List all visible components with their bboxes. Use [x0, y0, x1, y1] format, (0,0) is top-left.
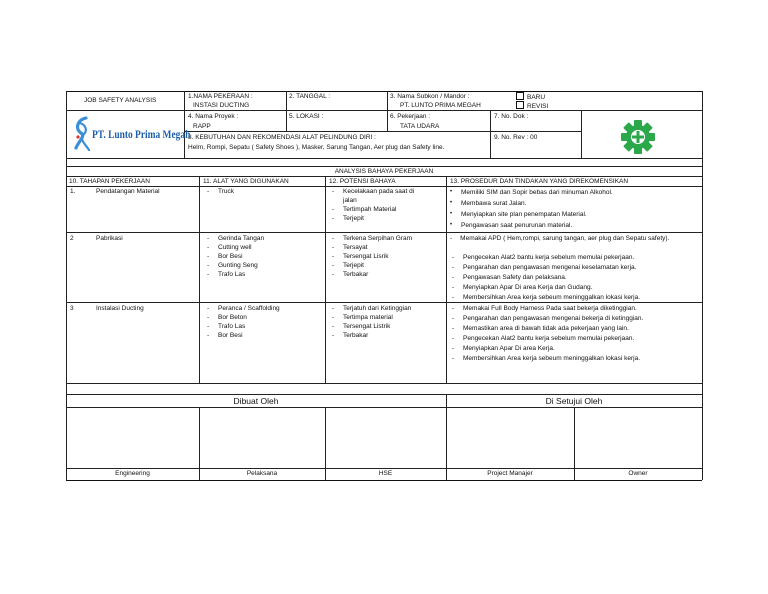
baru-checkbox[interactable] — [516, 92, 524, 100]
row2-no: 2 — [70, 235, 74, 242]
col-bahaya-header: 12. POTENSI BAHAYA — [329, 178, 396, 185]
proyek-label: 4. Nama Proyek : — [188, 113, 239, 120]
subkon-value: PT. LUNTO PRIMA MEGAH — [400, 102, 481, 109]
list-item: - Tersengat Lisrik — [330, 252, 412, 261]
row2-alat-list — [205, 234, 264, 279]
revisi-label: REVISI — [527, 103, 549, 110]
nama-pekerjaan-label: 1.NAMA PEKERAAN : — [188, 93, 253, 100]
subkon-label: 3. Nama Subkon / Mandor : — [390, 93, 470, 100]
company-logo — [72, 115, 191, 155]
row1-prosedur-list — [448, 187, 613, 231]
revisi-checkbox[interactable] — [516, 101, 524, 109]
list-item: - Tersayat — [330, 243, 412, 252]
company-emblem-icon — [72, 115, 94, 155]
pekerjaan-label: 6. Pekerjaan : — [390, 113, 431, 120]
row2-tahapan: Pabrikasi — [96, 235, 123, 242]
list-item: - Terjepit — [330, 261, 412, 270]
baru-label: BARU — [527, 94, 546, 101]
apd-value: Helm, Rompi, Sepatu ( Safety Shoes ), Masker, Sarung Tangan, Aer plug dan Safety line. — [188, 144, 445, 151]
list-item: - Pengarahan dan pengawasan mengenai bekerja di ketinggian. — [450, 314, 643, 324]
lokasi-label: 5. LOKASI : — [289, 113, 324, 120]
list-item: - Memakai Full Body Harness Pada saat bekerja diketinggian. — [450, 304, 643, 314]
proyek-value: RAPP — [193, 123, 211, 130]
list-item: - Memastikan area di bawah tidak ada pekerjaan yang lain. — [450, 324, 643, 334]
list-item: - Bor Besi — [205, 331, 280, 340]
list-item: - Pengawasan Safety dan pelaksana. — [450, 273, 640, 283]
row2-prosedur-list — [450, 253, 640, 303]
row3-prosedur-list — [450, 304, 643, 364]
list-item: - Gunting Seng — [205, 261, 264, 270]
row3-alat-list — [205, 304, 280, 340]
col-alat-header: 11. ALAT YANG DIGUNAKAN — [203, 178, 289, 185]
list-item: - Tertimpa material — [330, 313, 411, 322]
disetujui-oleh-heading: Di Setujui Oleh — [545, 396, 603, 406]
list-item: - Terjatuh dari Ketinggian — [330, 304, 411, 313]
revisi-option[interactable] — [516, 101, 548, 111]
list-item: - Terbakar — [330, 270, 412, 279]
doc-title: JOB SAFETY ANALYSIS — [84, 97, 157, 104]
list-item: - Trafo Las — [205, 322, 280, 331]
list-item: - Menyiapkan Apar Di area Kerja dan Gudang. — [450, 283, 640, 293]
signature-box-pelaksana[interactable] — [200, 408, 325, 468]
list-item: - Pengecekan Alat2 bantu kerja sebelum memulai pekerjaan. — [450, 334, 643, 344]
list-item: - Cutting well — [205, 243, 264, 252]
company-logo-text: PT. Lunto Prima Megah — [92, 129, 191, 141]
role-owner: Owner — [628, 470, 648, 477]
list-item: - Peranca / Scaffolding — [205, 304, 280, 313]
row1-no: 1. — [70, 188, 76, 195]
list-item: - Tersengat Listrik — [330, 322, 411, 331]
nama-pekerjaan-value: INSTASI DUCTING — [193, 102, 250, 109]
list-item: - Menyiapkan Apar Di area Kerja. — [450, 344, 643, 354]
list-item: - Pengecekan Alat2 bantu kerja sebelum memulai pekerjaan. — [450, 253, 640, 263]
list-item: • Memiliki SIM dan Sopir bebas dari minuman Alkohol. — [448, 187, 613, 198]
list-item: - Terbakar — [330, 331, 411, 340]
row2-prosedur-lead: - Memakai APD ( Hem,rompi, sarung tangan, aer plug dan Sepatu safety). — [450, 235, 670, 242]
col-prosedur-header: 13. PROSEDUR DAN TINDAKAN YANG DIREKOMENSIKAN — [450, 178, 629, 185]
row3-no: 3 — [70, 305, 74, 312]
row2-prosedur-lead-text: Memakai APD ( Hem,rompi, sarung tangan, aer plug dan Sepatu safety). — [460, 235, 670, 242]
analysis-section-title: ANALYSIS BAHAYA PEKERJAAN — [334, 168, 434, 175]
list-item: - Terjepit — [330, 214, 440, 223]
dibuat-oleh-heading: Dibuat Oleh — [233, 396, 279, 406]
list-item: - Truck — [205, 187, 234, 196]
gear-icon — [610, 118, 666, 156]
list-item: - Tertimpah Material — [330, 205, 440, 214]
list-item: - Kecelakaan pada saat di jalan — [330, 187, 423, 205]
gear-logo — [610, 118, 666, 156]
row1-bahaya-list — [330, 187, 440, 223]
apd-label: 8. KEBUTUHAN DAN REKOMENDASI ALAT PELINDUNG DIRI : — [188, 134, 376, 141]
role-engineering: Engineering — [115, 470, 150, 477]
tanggal-label: 2. TANGGAL : — [289, 93, 331, 100]
signature-box-engineering[interactable] — [67, 408, 199, 468]
signature-box-hse[interactable] — [326, 408, 446, 468]
col-tahapan-header: 10. TAHAPAN PEKERJAAN — [69, 178, 150, 185]
list-item: • Pengawasan saat penurunan material. — [448, 220, 613, 231]
list-item: • Menyiapkan site plan penempatan Material. — [448, 209, 613, 220]
list-item: - Bor Beton — [205, 313, 280, 322]
no-dok-label: 7. No. Dok : — [494, 113, 529, 120]
list-item: - Gerinda Tangan — [205, 234, 264, 243]
row1-tahapan: Pendatangan Material — [96, 188, 160, 195]
row3-bahaya-list — [330, 304, 411, 340]
no-rev-label: 9. No. Rev : 00 — [494, 134, 538, 141]
list-item: - Membersihkan Area kerja sebeum meninggalkan lokasi kerja. — [450, 293, 640, 303]
pekerjaan-value: TATA UDARA — [400, 123, 440, 130]
row3-tahapan: Instalasi Ducting — [96, 305, 144, 312]
role-pelaksana: Pelaksana — [246, 470, 278, 477]
row1-alat-list — [205, 187, 234, 196]
list-item: - Membersihkan Area kerja sebeum meninggalkan lokasi kerja. — [450, 354, 643, 364]
list-item: - Trafo Las — [205, 270, 264, 279]
list-item: - Terkena Serpihan Gram — [330, 234, 412, 243]
role-project-manajer: Project Manajer — [487, 470, 533, 477]
signature-box-project-manajer[interactable] — [447, 408, 574, 468]
list-item: - Bor Besi — [205, 252, 264, 261]
list-item: • Membawa surat Jalan. — [448, 198, 613, 209]
role-hse: HSE — [378, 470, 393, 477]
list-item: - Pengarahan dan pengawasan mengenai keselamatan kerja. — [450, 263, 640, 273]
row2-bahaya-list — [330, 234, 412, 279]
signature-box-owner[interactable] — [575, 408, 702, 468]
